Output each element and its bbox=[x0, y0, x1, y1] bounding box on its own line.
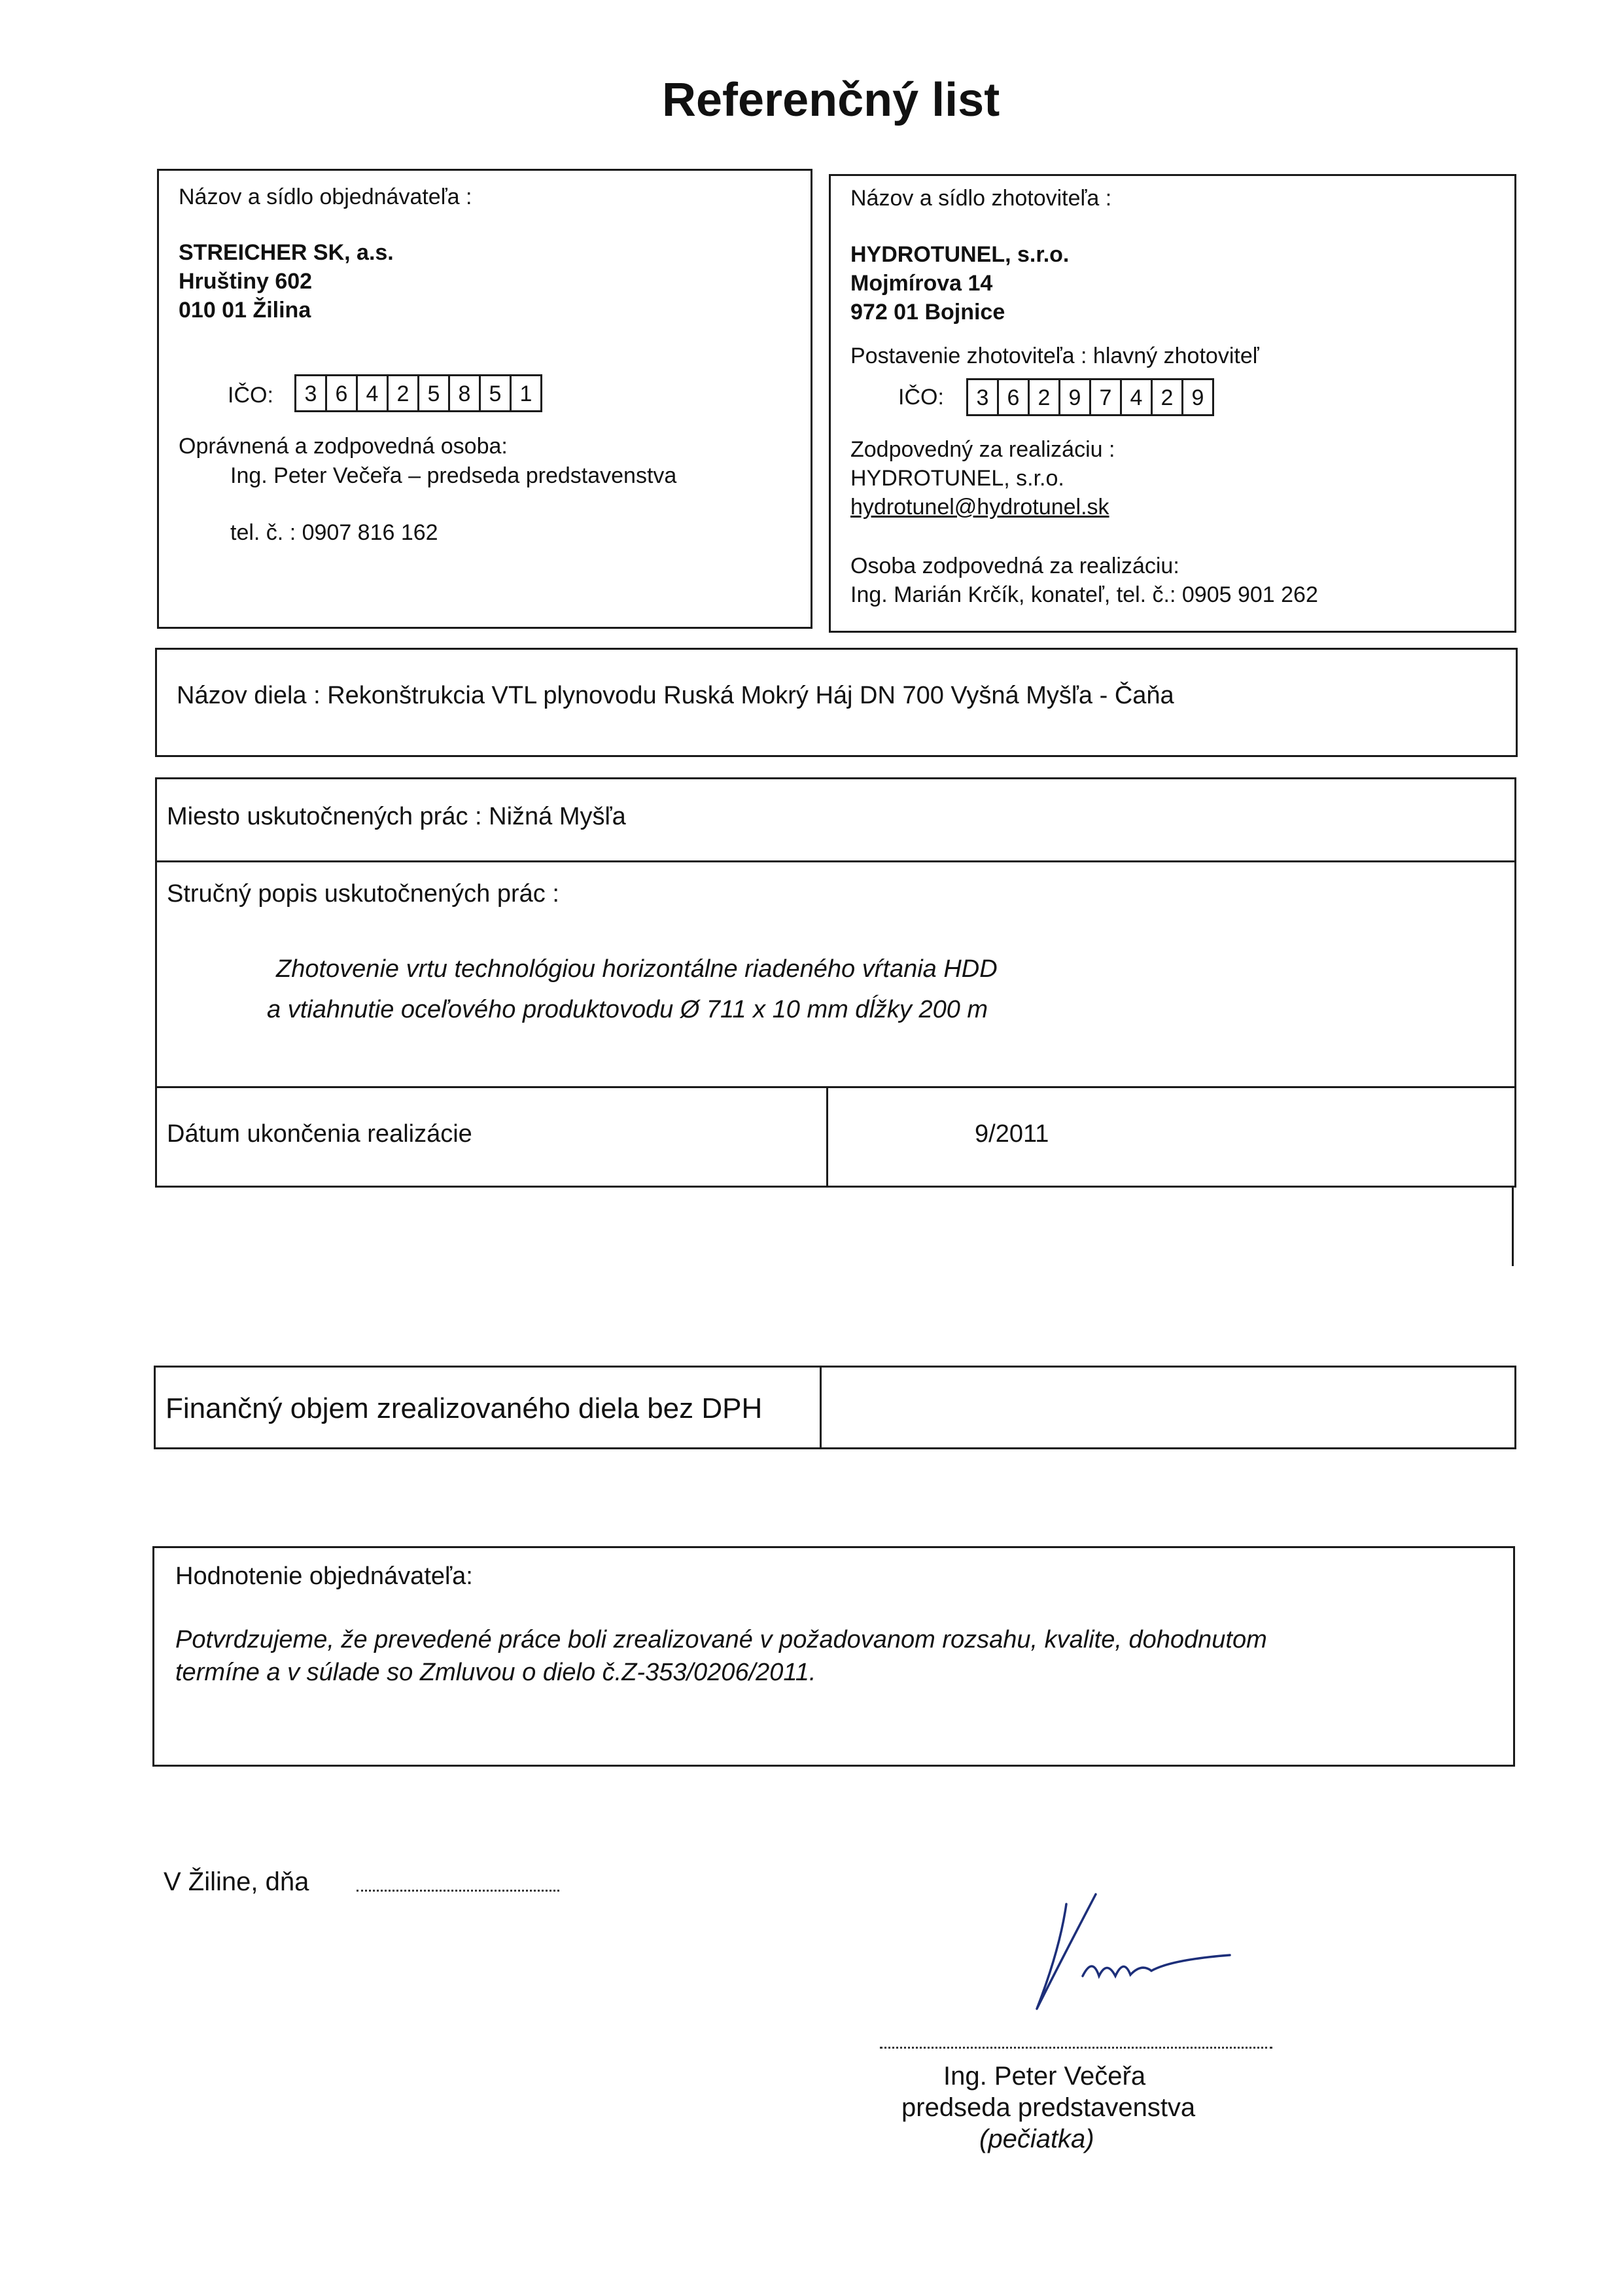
ico-digit: 4 bbox=[1120, 378, 1153, 416]
place-date-label: V Žiline, dňa bbox=[164, 1867, 309, 1896]
work-name: Názov diela : Rekonštrukcia VTL plynovodu Ruská Mokrý Háj DN 700 Vyšná Myšľa - Čaňa bbox=[177, 682, 1174, 709]
description-line-2: a vtiahnutie oceľového produktovodu Ø 711 x 10 mm dĺžky 200 m bbox=[267, 996, 988, 1023]
completion-value: 9/2011 bbox=[975, 1120, 1049, 1148]
completion-label: Dátum ukončenia realizácie bbox=[167, 1120, 472, 1148]
contractor-position: Postavenie zhotoviteľa : hlavný zhotoviteľ bbox=[850, 344, 1259, 368]
ico-digit: 4 bbox=[356, 374, 389, 412]
ico-digit: 7 bbox=[1089, 378, 1122, 416]
client-city: 010 01 Žilina bbox=[179, 298, 311, 323]
divider bbox=[820, 1366, 822, 1449]
ico-digit: 8 bbox=[448, 374, 481, 412]
ico-digit: 3 bbox=[294, 374, 327, 412]
location: Miesto uskutočnených prác : Nižná Myšľa bbox=[167, 803, 626, 830]
ico-digit: 3 bbox=[966, 378, 999, 416]
client-heading: Názov a sídlo objednávateľa : bbox=[179, 185, 472, 209]
client-responsible-label: Oprávnená a zodpovedná osoba: bbox=[179, 434, 508, 459]
date-blank-line bbox=[357, 1890, 559, 1892]
evaluation-text-line-2: termíne a v súlade so Zmluvou o dielo č.Z-353/0206/2011. bbox=[175, 1659, 816, 1686]
contractor-person: Ing. Marián Krčík, konateľ, tel. č.: 0905 901 262 bbox=[850, 582, 1318, 607]
divider bbox=[155, 860, 1516, 862]
client-name: STREICHER SK, a.s. bbox=[179, 240, 394, 265]
contractor-name: HYDROTUNEL, s.r.o. bbox=[850, 242, 1070, 267]
contractor-street: Mojmírova 14 bbox=[850, 271, 993, 296]
signer-role: predseda predstavenstva bbox=[901, 2093, 1196, 2122]
description-label: Stručný popis uskutočnených prác : bbox=[167, 880, 559, 908]
ico-digit: 5 bbox=[479, 374, 512, 412]
ico-digit: 9 bbox=[1181, 378, 1214, 416]
ico-digit: 1 bbox=[510, 374, 542, 412]
evaluation-text-line-1: Potvrdzujeme, že prevedené práce boli zrealizované v požadovanom rozsahu, kvalite, dohodnutom bbox=[175, 1626, 1267, 1653]
ico-digit: 2 bbox=[387, 374, 419, 412]
ico-digit: 2 bbox=[1028, 378, 1060, 416]
ico-digit: 2 bbox=[1151, 378, 1183, 416]
contractor-ico-label: IČO: bbox=[898, 385, 944, 410]
description-line-1: Zhotovenie vrtu technológiou horizontálne riadeného vŕtania HDD bbox=[276, 955, 998, 983]
handwritten-signature bbox=[1021, 1884, 1243, 2015]
contractor-heading: Názov a sídlo zhotoviteľa : bbox=[850, 186, 1112, 211]
ico-digit: 6 bbox=[997, 378, 1030, 416]
contractor-ico-digits bbox=[968, 378, 1214, 416]
client-responsible-name: Ing. Peter Večeřa – predseda predstavenstva bbox=[230, 463, 677, 488]
client-phone: tel. č. : 0907 816 162 bbox=[230, 520, 438, 545]
ico-digit: 6 bbox=[325, 374, 358, 412]
finance-label: Finančný objem zrealizovaného diela bez DPH bbox=[166, 1392, 763, 1424]
contractor-responsible-label: Zodpovedný za realizáciu : bbox=[850, 437, 1115, 462]
signer-name: Ing. Peter Večeřa bbox=[943, 2062, 1146, 2091]
ico-digit: 9 bbox=[1058, 378, 1091, 416]
signature-line bbox=[880, 2047, 1272, 2049]
contractor-responsible-company: HYDROTUNEL, s.r.o. bbox=[850, 466, 1064, 491]
ico-digit: 5 bbox=[417, 374, 450, 412]
stamp-note: (pečiatka) bbox=[979, 2125, 1094, 2153]
contractor-email[interactable]: hydrotunel@hydrotunel.sk bbox=[850, 495, 1109, 520]
divider bbox=[1512, 1188, 1514, 1266]
contractor-person-label: Osoba zodpovedná za realizáciu: bbox=[850, 554, 1179, 578]
page-title: Referenčný list bbox=[662, 74, 1000, 126]
divider bbox=[826, 1086, 828, 1188]
contractor-city: 972 01 Bojnice bbox=[850, 300, 1005, 325]
client-street: Hruštiny 602 bbox=[179, 269, 313, 294]
client-ico-digits bbox=[296, 374, 542, 412]
client-ico-label: IČO: bbox=[228, 383, 273, 408]
evaluation-label: Hodnotenie objednávateľa: bbox=[175, 1563, 473, 1590]
